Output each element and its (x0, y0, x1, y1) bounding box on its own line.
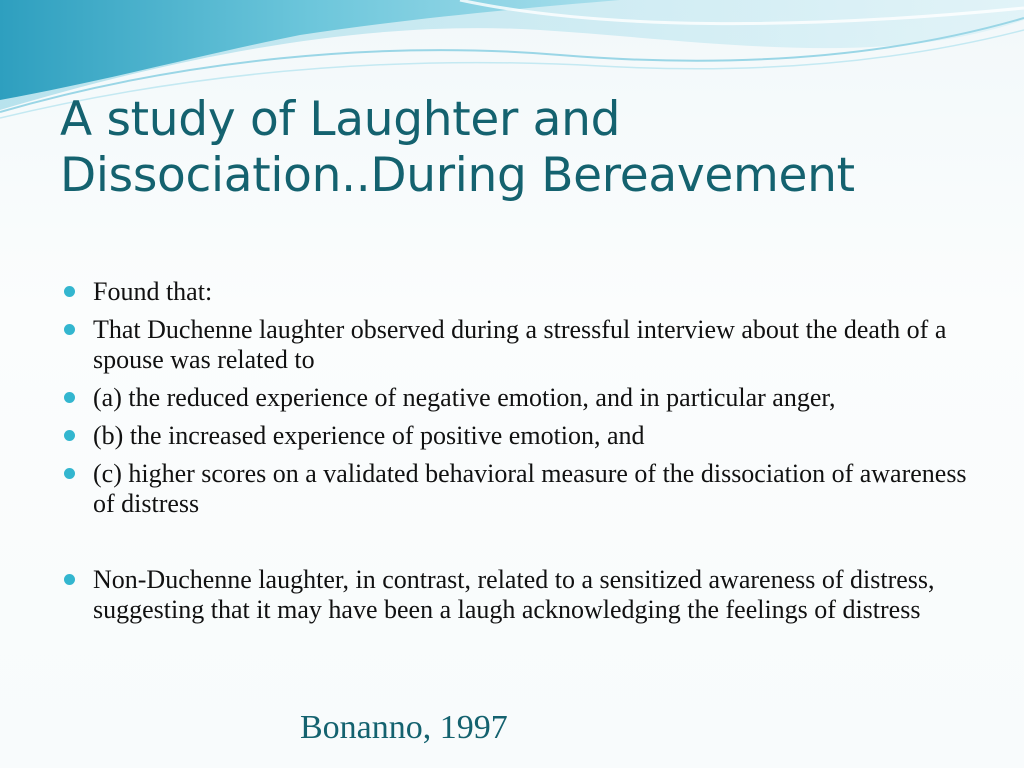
slide-title (60, 92, 1000, 204)
bullet-item (64, 277, 994, 307)
bullet-dot-icon (64, 468, 75, 479)
bullet-dot-icon (64, 430, 75, 441)
bullet-item (64, 383, 994, 413)
bullet-list (64, 277, 994, 633)
bullet-text: Found that: (93, 277, 213, 306)
bullet-dot-icon (64, 286, 75, 297)
slide-title-line-1: A study of Laughter and (60, 92, 621, 147)
bullet-dot-icon (64, 324, 75, 335)
bullet-text: Non-Duchenne laughter, in contrast, related to a sensitized awareness of distress, suggesting that it may have been a laugh acknowledging the feelings of distress (93, 565, 935, 624)
slide-title-line-2: Dissociation..During Bereavement (60, 148, 855, 203)
bullet-item (64, 315, 994, 375)
bullet-dot-icon (64, 392, 75, 403)
bullet-item (64, 459, 994, 519)
bullet-text: That Duchenne laughter observed during a stressful interview about the death of a spouse was related to (93, 315, 947, 374)
bullet-text: (a) the reduced experience of negative emotion, and in particular anger, (93, 383, 836, 412)
bullet-text: (c) higher scores on a validated behavioral measure of the dissociation of awareness of distress (93, 459, 967, 518)
source-citation: Bonanno, 1997 (300, 709, 508, 746)
bullet-dot-icon (64, 574, 75, 585)
bullet-item (64, 421, 994, 451)
bullet-item (64, 565, 994, 625)
bullet-text: (b) the increased experience of positive emotion, and (93, 421, 645, 450)
